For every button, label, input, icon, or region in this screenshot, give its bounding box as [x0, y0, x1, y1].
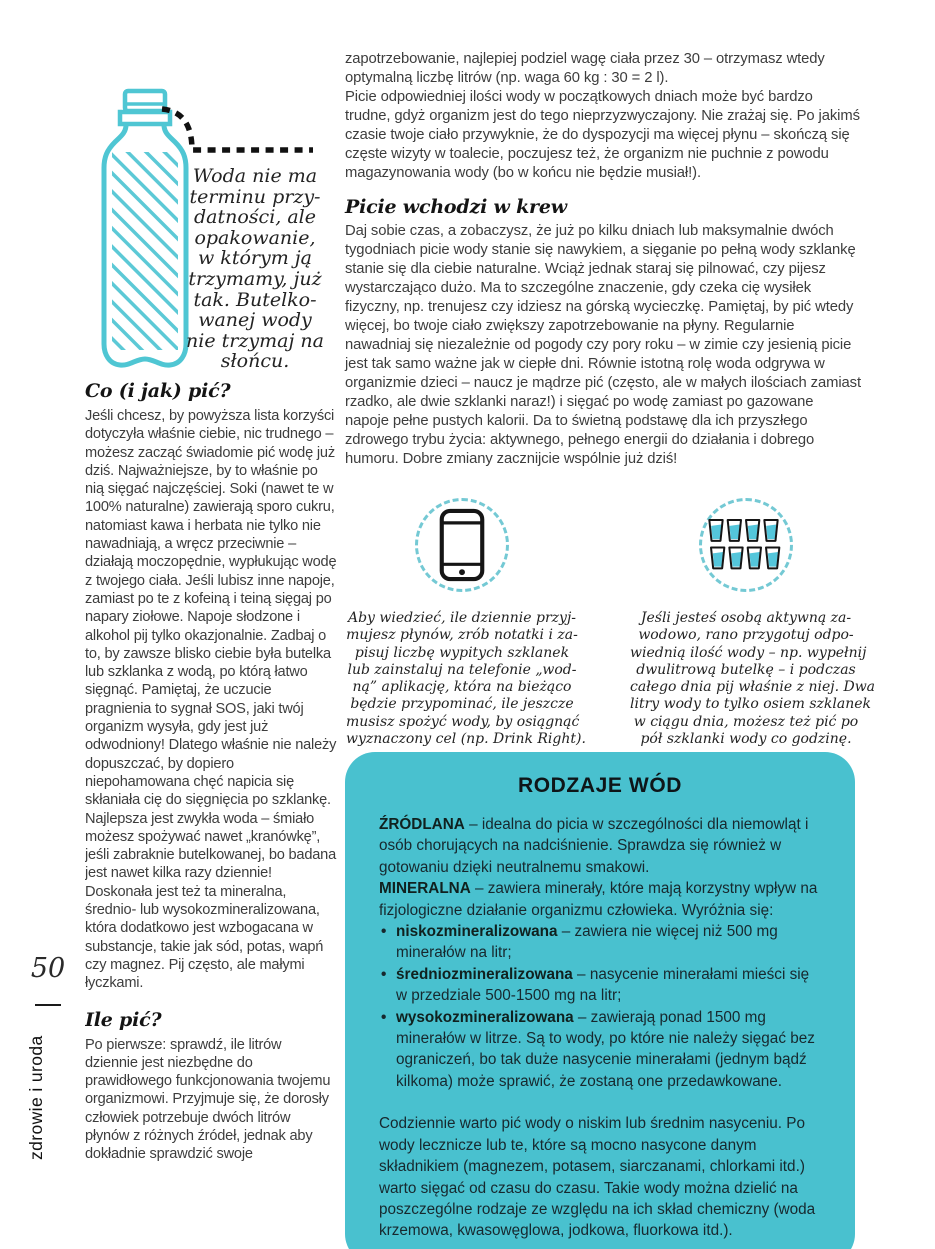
info-box-entry: [379, 814, 821, 878]
dashed-circle: [699, 498, 793, 592]
section-label: zdrowie i uroda: [26, 1035, 46, 1160]
heading-co-i-jak-pic: Co (i jak) pić?: [85, 380, 231, 402]
right-column-paragraph: Picie odpowiedniej ilości wody w początkowych dniach może być bardzo trudne, gdyż organizm jest do tego nieprzyzwyczajony. Nie zrażaj się. Po jakimś czasie twoje ciało przywyknie, że do dyspozycji ma więcej płynu – skończą się częste wizyty w toalecie, poczujesz też, że organizm nie puchnie z powodu magazynowania wody (bo w końcu nie będzie musiał!).: [345, 89, 860, 181]
dashed-pointer-line: [156, 103, 316, 161]
heading-ile-pic: Ile pić?: [85, 1008, 162, 1031]
entry-text: – idealna do picia w szczególności dla niemowląt i osób chorujących na nadciśnienie. Sprawdza się również w gotowaniu dzięki neutralnemu smakowi.: [379, 816, 809, 876]
tip-caption: Jeśli jesteś osobą aktywną za- wodowo, rano przygotuj odpo- wiednią ilość wody – np. wypełnij dwulitrową butelkę – i podczas całego dnia pij właśnie z niej. Dwa litry wody to tylko osiem szklanek w ciągu dnia, możesz też pić po pół szklanki wody co godzinę.: [630, 610, 876, 748]
right-column-paragraph: zapotrzebowanie, najlepiej podziel wagę ciała przez 30 – otrzymasz wtedy optymalną liczbę litrów (np. waga 60 kg : 30 = 2 l).: [345, 51, 825, 86]
dashed-circle: [415, 498, 509, 592]
left-column-paragraph: Jeśli chcesz, by powyższa lista korzyści dotyczyła właśnie ciebie, nic trudnego – możesz zacząć świadomie pić wodę już dziś. Najważniejsze, by to właśnie po nią sięgać najczęściej. Soki (nawet te w 100% naturalne) zawierają sporo cukru, natomiast kawa i herbata nie tylko nie nawadniają, a wręcz przeciwnie – działają moczopędnie, wypłukując wodę z twojego ciała. Jeśli lubisz inne napoje, zamiast po te z kofeiną i teiną sięgaj po napary ziołowe. Napoje słodzone i alkohol pij tylko okazjonalnie. Zadbaj o to, by zawsze blisko ciebie była butelka lub szklanka z wodą, po którą łatwo sięgnąć. Pamiętaj, że uczucie pragnienia to sygnał SOS, jaki twój organizm wysyła, gdy jest już odwodniony! Dlatego właśnie nie należy dopuszczać, by dopiero niepohamowana chęć napicia się skłaniała cię do sięgnięcia po szklankę. Najlepsza jest zwykła woda – śmiało możesz spożywać nawet „kranówkę”, jeśli zabraknie butelkowanej, bo badana jest nawet kilka razy dziennie! Doskonała jest też ta mineralna, średnio- lub wysokozmineralizowana, która dodatkowo jest wzbogacana w substancje, takie jak sód, potas, wapń czy magnez. Pij często, ale małymi łyczkami.: [85, 408, 337, 992]
water-types-info-box: [345, 752, 855, 1249]
mineral-levels-list: [379, 921, 821, 1092]
tip-phone-app: [346, 498, 586, 748]
entry-text: – zawiera nie więcej niż 500 mg minerałów na litr;: [396, 923, 778, 962]
info-box-footer: Codziennie warto pić wody o niskim lub średnim nasyceniu. Po wody lecznicze lub te, które są mocno nasycone danym składnikiem (magnezem, potasem, siarczanami, chlorkami itd.) warto sięgać od czasu do czasu. Takie wody można dzielić na poszczególne rodzaje ze względu na ich skład chemiczny (woda krzemowa, kwasowęglowa, jodkowa, fluorkowa itd.).: [379, 1115, 816, 1240]
list-item: [379, 921, 821, 964]
info-box-title: RODZAJE WÓD: [517, 774, 683, 797]
entry-text: – zawiera minerały, które mają korzystny wpływ na fizjologiczne działanie organizmu człowieka. Wyróżnia się:: [379, 880, 818, 919]
entry-term: wysokozmineralizowana: [396, 1008, 574, 1026]
smartphone-icon: [439, 508, 485, 582]
entry-term: niskozmineralizowana: [396, 923, 558, 941]
entry-text: – nasycenie minerałami mieści się w przedziale 500-1500 mg na litr;: [396, 965, 810, 1005]
entry-term: MINERALNA: [379, 880, 471, 898]
list-item: [379, 964, 821, 1007]
tip-caption: Aby wiedzieć, ile dziennie przyj- mujesz płynów, zrób notatki i za- pisuj liczbę wypitych szklanek lub zainstaluj na telefonie „wod- ną” aplikację, która na bieżąco będzie przypominać, ile jeszcze musisz spożyć wody, by osiągnąć wyznaczony cel (np. Drink Right).: [346, 610, 586, 748]
page-number: 50: [30, 953, 66, 984]
left-column-paragraph: Po pierwsze: sprawdź, ile litrów dziennie jest niezbędne do prawidłowego funkcjonowania twojemu organizmowi. Przyjmuje się, że dorosły człowiek potrzebuje dwóch litrów płynów z różnych źródeł, jednak aby dokładnie sprawdzić swoje: [85, 1036, 331, 1163]
entry-text: – zawierają ponad 1500 mg minerałów w litrze. Są to wody, po które nie należy sięgać bez ograniczeń, bo tak duże nasycenie minerałami (jednym bądź kilkoma) może sprawić, że zostaną one przedawkowane.: [396, 1008, 815, 1090]
water-glasses-icon: [706, 516, 786, 574]
list-item: [379, 1007, 821, 1093]
sidebar-rule: [35, 1004, 61, 1006]
right-column: [345, 50, 861, 469]
entry-term: ŹRÓDLANA: [379, 816, 465, 833]
tip-eight-glasses: [630, 498, 876, 748]
right-column-paragraph: Daj sobie czas, a zobaczysz, że już po kilku dniach lub maksymalnie dwóch tygodniach picie wody stanie się nawykiem, a sięganie po pełną wody szklankę stanie się dla ciebie naturalne. Wciąż jednak staraj się pilnować, czy pijesz wystarczająco dużo. Ma to szczególne znaczenie, gdy czeka cię wysiłek fizyczny, np. trenujesz czy idziesz na górską wycieczkę. Pamiętaj, by pić wtedy więcej, bo twoje ciało zwiększy zapotrzebowanie na płyny. Regularnie nawadniaj się niezależnie od pogody czy pory roku – w zimie czy jesienią picie jest tak samo ważne jak w ciepłe dni. Równie istotną rolę woda odgrywa w organizmie dzieci – naucz je mądrze pić (często, ale w małych ilościach zamiast rzadko, ale dwie szklanki naraz!) i sięgać po wodę zamiast po gazowane napoje pełne pustych kalorii. Da to świetną podstawę dla ich przyszłego zdrowego trybu życia: aktywnego, pełnego energii do działania i dobrego humoru. Dobre zmiany zacznijcie wspólnie już dziś!: [345, 223, 861, 467]
info-box-entry: [379, 878, 821, 921]
heading-picie-wchodzi-w-krew: Picie wchodzi w krew: [345, 196, 567, 218]
bottle-note: Woda nie ma terminu przy- datności, ale opakowanie, w którym ją trzymamy, już tak. Butelko- wanej wody nie trzymaj na słońcu.: [186, 165, 324, 373]
entry-term: średniozmineralizowana: [396, 965, 573, 983]
left-column: [85, 380, 337, 1240]
